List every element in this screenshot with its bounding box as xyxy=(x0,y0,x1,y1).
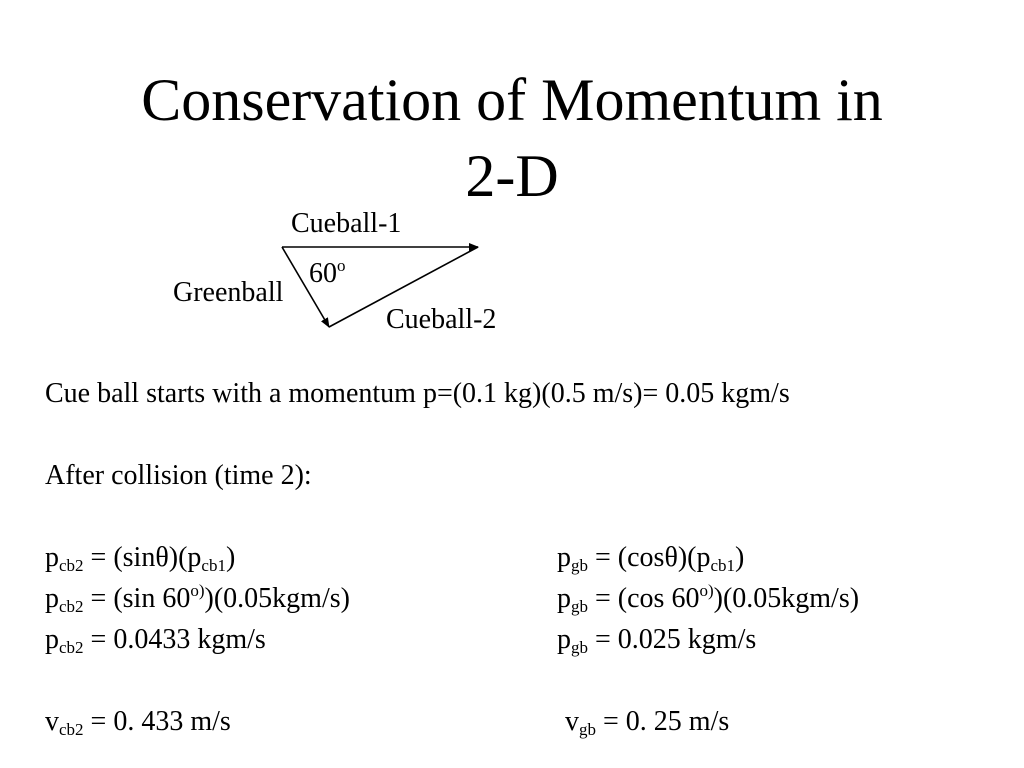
angle-label xyxy=(309,258,346,290)
slide-title-line-1: Conservation of Momentum in xyxy=(141,67,883,133)
equation-vgb-result: $v_{gb} = 0$. 25 m/s xyxy=(565,706,730,739)
equation-pcb2-substituted: $p_{cb2} = (\sin$ 60$^{o)}$)(0.05kgm/s) xyxy=(45,581,350,616)
cueball-1-label: Cueball-1 xyxy=(291,208,402,239)
cueball-2-label: Cueball-2 xyxy=(386,304,497,335)
intro-text: Cue ball starts with a momentum p=(0.1 kg)(0.5 m/s)= 0.05 kgm/s xyxy=(45,378,790,409)
slide-title-line-2: 2-D xyxy=(465,143,559,209)
equation-pcb2-result: $p_{cb2} = 0.0433$ kgm/s xyxy=(45,624,266,657)
equation-vcb2-result: $v_{cb2} = 0$. 433 m/s xyxy=(45,706,231,739)
equation-pgb-formula: $p_{gb} = (\cos\theta)(p_{cb1})$ xyxy=(557,542,745,575)
greenball-label: Greenball xyxy=(173,277,284,308)
equation-pcb2-formula: $p_{cb2} = (\sin\theta)(p_{cb1})$ xyxy=(45,542,236,575)
after-collision-text: After collision (time 2): xyxy=(45,460,312,491)
equation-pgb-result: $p_{gb} = 0.025$ kgm/s xyxy=(557,624,757,657)
equation-pgb-substituted: $p_{gb} = (\cos$ 60$^{o)}$)(0.05kgm/s) xyxy=(557,581,860,616)
angle-degree-mark: o xyxy=(337,256,346,275)
angle-value: 60 xyxy=(309,258,337,289)
